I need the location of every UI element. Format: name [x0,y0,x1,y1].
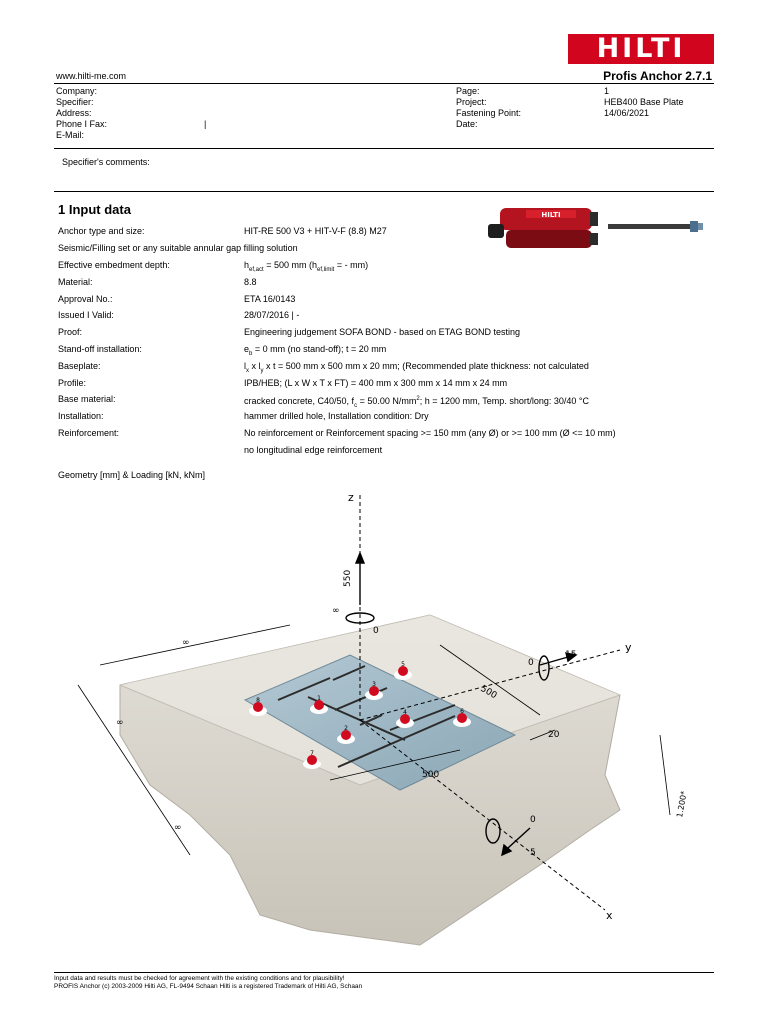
field-project: Project: [456,97,487,107]
row-label-standoff: Stand-off installation: [58,344,142,354]
cartridge-label: HILTI [541,211,561,219]
row-label-material: Material: [58,277,93,287]
plate-mid: x l [249,361,261,371]
load-z-label: 550 [343,569,353,587]
comments-rule-top [54,148,714,149]
y-axis-label: y [625,641,632,654]
row-value-proof: Engineering judgement SOFA BOND - based on ETAG BOND testing [244,327,520,337]
moment-x-label: 0 [530,815,536,825]
moment-z-label: 0 [373,626,379,636]
plate-l: l [244,361,246,371]
embed-sub: ef,act [249,266,264,273]
row-value-baseplate [244,361,589,374]
embed-h: h [244,260,250,270]
adhesive-cartridge-icon [488,208,598,248]
row-label-baseplate: Baseplate: [58,361,101,371]
load-x-label: 5 [530,848,536,858]
row-value-standoff [244,344,386,357]
logo-text: HILTI [596,33,686,64]
base-pre: cracked concrete, C40/50, f [244,396,355,406]
edge-left1-label: ∞ [116,718,124,728]
row-label-approval: Approval No.: [58,294,113,304]
row-label-proof: Proof: [58,327,83,337]
row-value-material: 8.8 [244,277,257,287]
value-page: 1 [604,86,610,96]
base-mid: = 50.00 N/mm [357,396,417,406]
specifier-comments-label: Specifier's comments: [62,157,150,167]
anchor-label-1: 1 [317,695,321,702]
z-axis-label: z [348,491,354,504]
base-end: ; h = 1200 mm, Temp. short/long: 30/40 °C [419,396,589,406]
moment-y-label: 0 [528,658,534,668]
row-label-base-material: Base material: [58,394,116,404]
plate-y: y [260,367,264,374]
row-label-profile: Profile: [58,378,87,388]
row-label-issued: Issued I Valid: [58,310,114,320]
edge-left2-label: ∞ [174,823,182,833]
row-label-embedment: Effective embedment depth: [58,260,170,270]
row-label-seismic: Seismic/Filling set or any suitable annular gap filling solution [58,243,298,253]
hilti-logo [568,34,714,64]
anchor-geometry-diagram [60,485,720,960]
geometry-label: Geometry [mm] & Loading [kN, kNm] [58,470,206,480]
row-value-approval: ETA 16/0143 [244,294,296,304]
standoff-e: e [244,344,250,354]
embed-end: = - mm) [334,260,369,270]
app-title: Profis Anchor 2.7.1 [603,69,712,83]
threaded-rod-icon [608,221,703,232]
phone-separator: | [204,119,207,129]
footer-copyright: PROFIS Anchor (c) 2003-2009 Hilti AG, FL-9494 Schaan Hilti is a registered Trademark of Hilti AG, Schaan [54,983,363,990]
x-axis-label: x [606,909,613,922]
field-fastening-point: Fastening Point: [456,108,522,118]
anchor-label-5: 5 [401,661,405,668]
row-value-edge-reinforcement: no longitudinal edge reinforcement [244,445,383,455]
standoff-end: = 0 mm (no stand-off); t = 20 mm [252,344,387,354]
plate-x: x [246,367,249,374]
field-email: E-Mail: [56,130,85,140]
anchor-label-4: 4 [403,709,407,716]
footer-disclaimer: Input data and results must be checked for agreement with the existing conditions and for plausibility! [54,975,345,982]
comments-rule-bottom [54,191,714,192]
plate-end: x t = 500 mm x 500 mm x 20 mm; (Recommended plate thickness: not calculated [263,361,589,371]
moment-z-inf-label: ∞ [332,606,340,616]
anchor-label-7: 7 [310,750,314,757]
embed-mid: = 500 mm (h [263,260,317,270]
website-link[interactable]: www.hilti-me.com [56,71,127,81]
field-page: Page: [456,86,480,96]
edge-top-label: ∞ [182,638,190,648]
anchor-label-6: 6 [460,708,464,715]
row-value-base-material [244,396,589,409]
dim-plate-y-label: 500 [478,683,499,702]
dim-plate-x-label: 500 [422,770,440,780]
row-label-reinforcement: Reinforcement: [58,428,120,438]
field-company: Company: [56,86,98,96]
header-left-fields [56,86,256,141]
product-image [486,200,716,260]
dim-offset-label: 20 [548,730,560,740]
header-right-values [604,86,724,119]
anchor-label-2: 2 [344,725,348,732]
value-project: HEB400 Base Plate [604,97,684,107]
anchor-label-3: 3 [372,681,376,688]
row-value-anchor-type: HIT-RE 500 V3 + HIT-V-F (8.8) M27 [244,226,387,236]
dim-height-label: 1.200* [675,790,689,819]
embed-sub2: ef,limit [316,266,335,273]
row-label-installation: Installation: [58,411,104,421]
row-value-reinforcement: No reinforcement or Reinforcement spacing >= 150 mm (any Ø) or >= 100 mm (Ø <= 10 mm) [244,428,616,438]
row-label-anchor-type: Anchor type and size: [58,226,145,236]
row-value-installation: hammer drilled hole, Installation condition: Dry [244,411,429,421]
base-sub: c [354,402,358,409]
row-value-profile: IPB/HEB; (L x W x T x FT) = 400 mm x 300 mm x 14 mm x 24 mm [244,378,508,388]
field-date: Date: [456,119,478,129]
row-value-issued: 28/07/2016 | - [244,310,300,320]
row-value-embedment [244,260,368,273]
field-phone: Phone I Fax: [56,119,108,129]
load-y-label: 15 [565,650,577,660]
standoff-sub: b [249,350,253,357]
anchor-label-8: 8 [256,697,260,704]
field-address: Address: [56,108,92,118]
header-rule [54,83,714,84]
header-right-labels [456,86,586,130]
value-date: 14/06/2021 [604,108,650,118]
field-specifier: Specifier: [56,97,94,107]
section-title: 1 Input data [58,202,131,217]
footer-rule [54,972,714,973]
base-sup: 2 [416,396,420,402]
